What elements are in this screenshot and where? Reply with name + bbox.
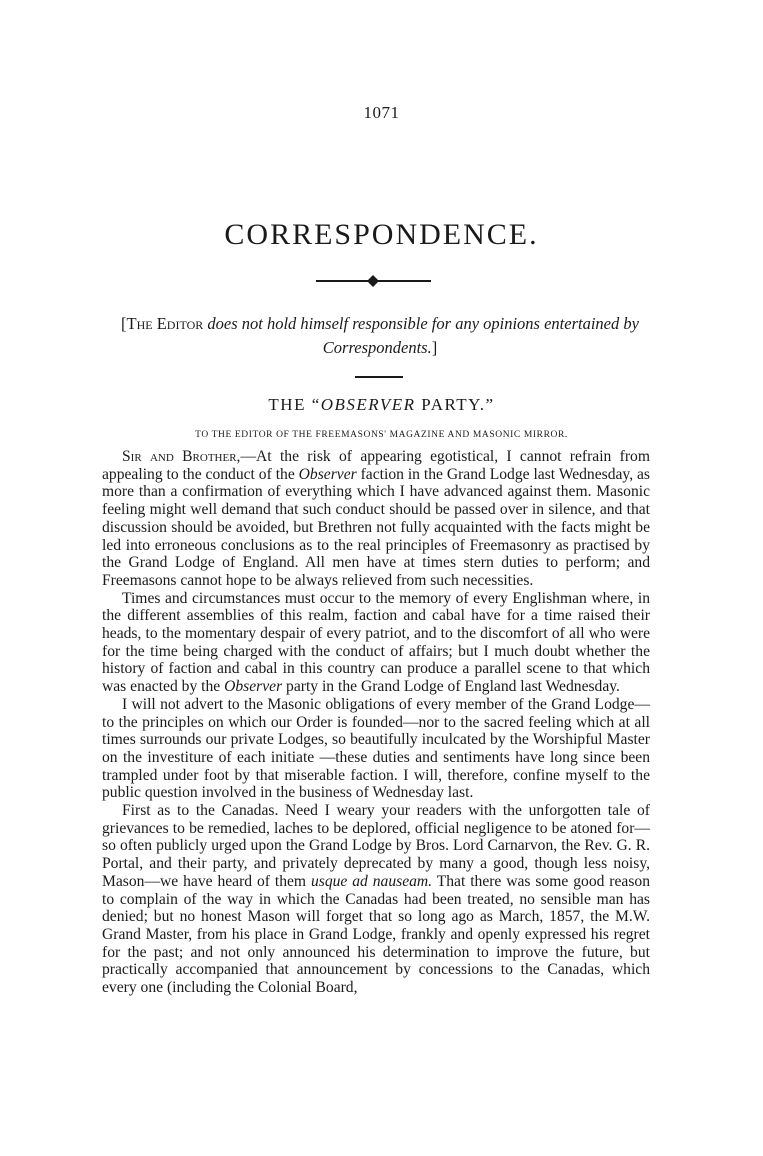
observer-italic: Observer: [224, 678, 283, 696]
disclaimer-open-bracket: [: [121, 314, 127, 333]
article-title: [0, 395, 763, 415]
paragraph-4: [102, 802, 650, 997]
disclaimer-text: does not hold himself responsible for any opinions entertained by Correspondents.: [203, 314, 639, 357]
article-title-prefix: THE “: [268, 395, 321, 414]
observer-italic: Observer: [298, 465, 357, 483]
section-title: CORRESPONDENCE.: [224, 218, 539, 251]
paragraph-2: [102, 590, 650, 696]
paragraph-1: [102, 448, 650, 590]
article-title-suffix: PARTY.”: [415, 395, 495, 414]
paragraph-4-part-b: That there was some good reason to complain of the way in which the Canadas had been treated, no sensible man has denied; but no honest Mason will forget that so long ago as March, 1857, the M.W. Grand Master, from his place in Grand Lodge, frankly and openly expressed his regret for the past; and not only announced his determination to improve the future, but practically accompanied that announcement by concessions to the Canadas, which every one (including the Colonial Board,: [102, 872, 651, 997]
paragraph-2-part-b: party in the Grand Lodge of England last Wednesday.: [282, 678, 620, 696]
short-rule-divider: [355, 376, 403, 378]
paragraph-4-part-a: First as to the Canadas. Need I weary your readers with the unforgotten tale of grievances to be remedied, laches to be deplored, official negligence to be atoned for—so often publicly urged upon the Grand Lodge by Bros. Lord Carnarvon, the Rev. G. R. Portal, and their party, and privately deprecated by many a good, though less noisy, Mason—we have heard of them: [102, 802, 650, 890]
paragraph-1-part-b: faction in the Grand Lodge last Wednesday, as more than a confirmation of everything which I have advanced against them. Masonic feeling might well demand that such conduct should be passed over in silence, and that discussion should be avoided, but Brethren not fully acquainted with the facts might be led into erroneous conclusions as to the real principles of Freemasonry as practised by the Grand Lodge of England. All men have at times stern duties to perform; and Freemasons cannot hope to be always relieved from such necessities.: [102, 465, 650, 589]
disclaimer-editor: The Editor: [126, 314, 204, 333]
article-title-italic: OBSERVER: [320, 395, 416, 414]
disclaimer-close-bracket: ]: [431, 338, 438, 357]
editor-disclaimer: [100, 312, 660, 360]
paragraph-3: I will not advert to the Masonic obligations of every member of the Grand Lodge—to the principles on which our Order is founded—nor to the sacred feeling which at all times surrounds our private Lodges, so beautifully inculcated by the Worshipful Master on the investiture of each initiate —these duties and sentiments have long since been trampled under foot by that miserable faction. I will, therefore, confine myself to the public question involved in the business of Wednesday last.: [102, 695, 650, 802]
article-body: [102, 448, 650, 997]
addressee-line: TO THE EDITOR OF THE FREEMASONS' MAGAZINE AND MASONIC MIRROR.: [195, 430, 568, 440]
paragraph-2-part-a: Times and circumstances must occur to the memory of every Englishman where, in the different assemblies of this realm, faction and cabal have for a time raised their heads, to the momentary despair of every patriot, and to the discomfort of all who were for the time being charged with the conduct of affairs; but I much doubt whether the history of faction and cabal in this country can produce a parallel scene to that which was enacted by the: [102, 589, 650, 696]
page-number: 1071: [363, 103, 400, 122]
latin-phrase: usque ad nauseam.: [310, 872, 433, 890]
paragraph-1-part-a: —At the risk of appearing egotistical, I cannot refrain from appealing to the conduct of the: [102, 448, 650, 483]
ornamental-divider-icon: [316, 274, 431, 288]
salutation: Sir and Brother,: [122, 448, 241, 465]
